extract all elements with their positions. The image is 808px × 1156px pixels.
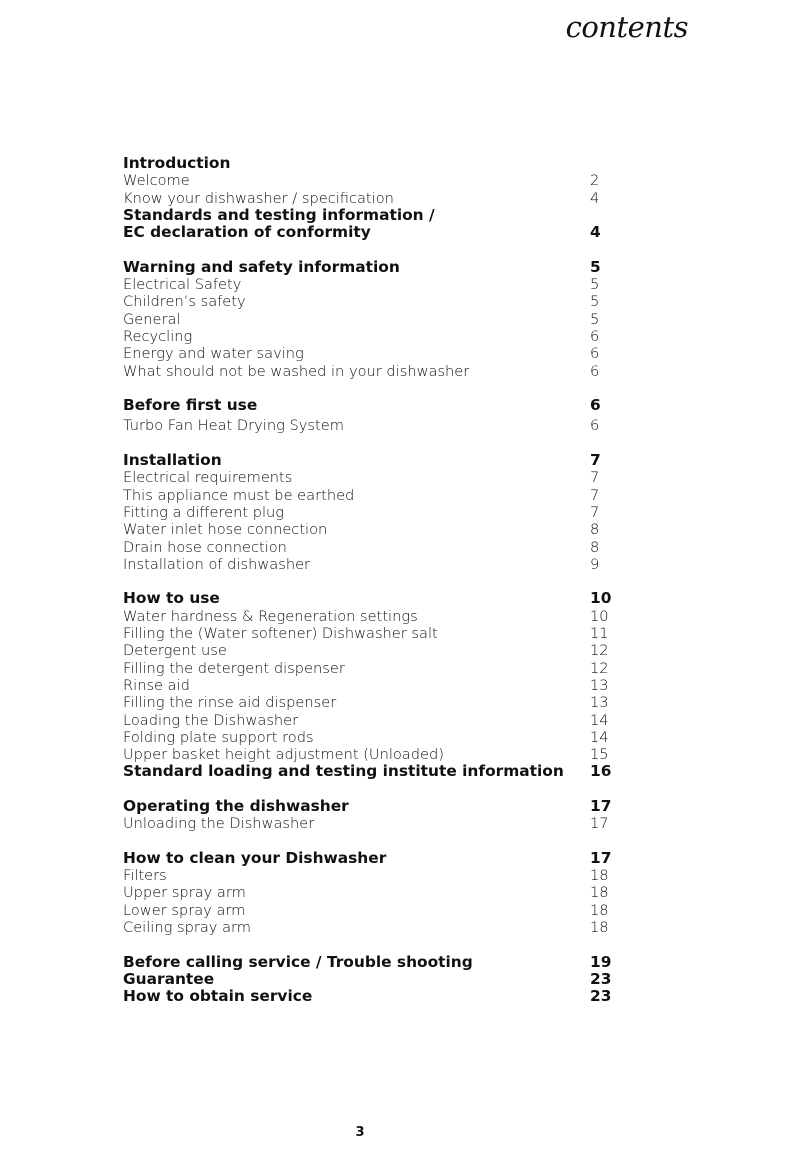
toc-entry-row[interactable]	[123, 608, 614, 625]
toc-heading-label: How to clean your Dishwasher	[123, 848, 387, 867]
toc-page-number: 14	[590, 728, 609, 746]
toc-page-number: 6	[590, 417, 600, 435]
toc-heading-row[interactable]	[123, 798, 614, 815]
toc-entry-row[interactable]	[123, 417, 614, 434]
toc-entry-row[interactable]	[123, 363, 614, 380]
toc-page-number: 7	[590, 469, 600, 487]
toc-page-number: 18	[590, 901, 609, 919]
toc-heading-row[interactable]	[123, 971, 614, 988]
toc-entry-label: Turbo Fan Heat Drying System	[123, 417, 344, 435]
toc-heading-label: Warning and safety information	[123, 257, 400, 276]
toc-entry-row[interactable]	[123, 712, 614, 729]
toc-entry-row[interactable]	[123, 660, 614, 677]
toc-heading-label: Before calling service / Trouble shooting	[123, 952, 473, 971]
toc-page-number: 11	[590, 625, 609, 643]
toc-page-number: 2	[590, 172, 600, 190]
toc-page-number: 17	[590, 815, 609, 833]
toc-page-number: 6	[590, 396, 601, 415]
toc-entry-label: Know your dishwasher / specification	[123, 189, 394, 207]
page-number: 3	[355, 1125, 365, 1140]
table-of-contents	[123, 155, 614, 1023]
toc-section	[123, 259, 614, 380]
toc-page-number: 5	[590, 310, 600, 328]
toc-heading-label: How to use	[123, 589, 220, 608]
toc-page-number: 6	[590, 362, 600, 380]
toc-heading-label: Introduction	[123, 154, 231, 172]
toc-entry-label: Fitting a different plug	[123, 503, 285, 521]
toc-heading-row[interactable]	[123, 850, 614, 867]
toc-entry-label: Electrical requirements	[123, 469, 293, 487]
toc-section	[123, 397, 614, 435]
toc-entry-row[interactable]	[123, 556, 614, 573]
toc-page-number: 10	[590, 607, 609, 625]
toc-page-number: 4	[590, 189, 600, 207]
toc-entry-row[interactable]	[123, 487, 614, 504]
toc-section	[123, 850, 614, 936]
toc-entry-row[interactable]	[123, 625, 614, 642]
toc-page-number: 15	[590, 746, 609, 764]
toc-page-number: 18	[590, 867, 609, 885]
toc-section	[123, 954, 614, 1006]
toc-page-number: 18	[590, 884, 609, 902]
toc-entry-label: Filters	[123, 867, 167, 885]
toc-heading-label: Installation	[123, 451, 222, 470]
toc-entry-row[interactable]	[123, 539, 614, 556]
toc-entry-label: What should not be washed in your dishwasher	[123, 362, 470, 380]
toc-entry-label: Loading the Dishwasher	[123, 711, 299, 729]
toc-page-number: 8	[590, 538, 600, 556]
toc-page-number: 10	[590, 589, 612, 608]
toc-entry-row[interactable]	[123, 521, 614, 538]
toc-page-number: 7	[590, 486, 600, 504]
toc-heading-row[interactable]	[123, 988, 614, 1005]
toc-page-number: 14	[590, 711, 609, 729]
toc-page-number: 12	[590, 642, 609, 660]
toc-heading-row[interactable]	[123, 954, 614, 971]
toc-heading-row[interactable]	[123, 224, 614, 241]
toc-section	[123, 798, 614, 833]
toc-page-number: 23	[590, 969, 612, 988]
toc-entry-label: Filling the (Water softener) Dishwasher salt	[123, 625, 438, 643]
toc-entry-label: Recycling	[123, 327, 193, 345]
toc-entry-row[interactable]	[123, 172, 614, 189]
toc-page-number: 5	[590, 293, 600, 311]
toc-entry-row[interactable]	[123, 504, 614, 521]
toc-entry-row[interactable]	[123, 276, 614, 293]
toc-entry-label: Children’s safety	[123, 293, 246, 311]
toc-page-number: 7	[590, 503, 600, 521]
toc-entry-label: This appliance must be earthed	[123, 486, 355, 504]
toc-heading-row[interactable]	[123, 590, 614, 607]
toc-heading-label: How to obtain service	[123, 987, 313, 1006]
toc-entry-row[interactable]	[123, 677, 614, 694]
toc-page-number: 17	[590, 796, 612, 815]
toc-page-number: 5	[590, 257, 601, 276]
toc-heading-label: Operating the dishwasher	[123, 796, 349, 815]
toc-page-number: 19	[590, 952, 612, 971]
toc-page-number: 5	[590, 276, 600, 294]
toc-entry-label: Detergent use	[123, 642, 227, 660]
toc-entry-row[interactable]	[123, 328, 614, 345]
toc-page-number: 13	[590, 676, 609, 694]
toc-section	[123, 155, 614, 241]
toc-page-number: 17	[590, 848, 612, 867]
toc-entry-row[interactable]	[123, 642, 614, 659]
toc-page-number: 4	[590, 223, 601, 242]
toc-heading-label: Standards and testing information /	[123, 205, 435, 224]
toc-page-number: 18	[590, 919, 609, 937]
toc-section	[123, 590, 614, 780]
toc-entry-row[interactable]	[123, 884, 614, 901]
toc-heading-label: Before first use	[123, 396, 258, 415]
toc-entry-row[interactable]	[123, 293, 614, 310]
toc-entry-label: General	[123, 310, 181, 328]
toc-entry-label: Welcome	[123, 172, 190, 190]
toc-entry-label: Unloading the Dishwasher	[123, 815, 315, 833]
toc-entry-label: Water hardness & Regeneration settings	[123, 607, 418, 625]
toc-heading-label: Standard loading and testing institute information	[123, 762, 564, 781]
toc-heading-row[interactable]	[123, 452, 614, 469]
toc-page-number: 6	[590, 327, 600, 345]
page-title: contents	[565, 10, 688, 44]
toc-heading-row[interactable]	[123, 259, 614, 276]
toc-page-number: 6	[590, 345, 600, 363]
toc-entry-label: Energy and water saving	[123, 345, 304, 363]
toc-entry-row[interactable]	[123, 311, 614, 328]
toc-entry-row[interactable]	[123, 902, 614, 919]
toc-entry-label: Lower spray arm	[123, 901, 246, 919]
toc-entry-label: Installation of dishwasher	[123, 555, 311, 573]
toc-heading-row[interactable]	[123, 763, 614, 780]
toc-entry-row[interactable]	[123, 815, 614, 832]
toc-page-number: 7	[590, 451, 601, 470]
toc-entry-label: Folding plate support rods	[123, 728, 314, 746]
toc-entry-label: Ceiling spray arm	[123, 919, 251, 937]
toc-page-number: 9	[590, 555, 600, 573]
toc-section	[123, 452, 614, 573]
toc-entry-label: Water inlet hose connection	[123, 521, 328, 539]
toc-heading-row[interactable]	[123, 155, 614, 172]
toc-entry-row[interactable]	[123, 469, 614, 486]
toc-entry-label: Electrical Safety	[123, 276, 242, 294]
toc-entry-row[interactable]	[123, 746, 614, 763]
toc-entry-row[interactable]	[123, 694, 614, 711]
toc-entry-row[interactable]	[123, 345, 614, 362]
toc-heading-row[interactable]	[123, 397, 614, 414]
toc-page-number: 23	[590, 987, 612, 1006]
toc-page-number: 12	[590, 659, 609, 677]
toc-entry-label: Drain hose connection	[123, 538, 287, 556]
toc-entry-row[interactable]	[123, 919, 614, 936]
toc-heading-label: EC declaration of conformity	[123, 223, 371, 242]
toc-heading-row[interactable]	[123, 207, 614, 224]
toc-heading-label: Guarantee	[123, 969, 215, 988]
toc-entry-label: Upper spray arm	[123, 884, 246, 902]
toc-entry-row[interactable]	[123, 729, 614, 746]
toc-entry-label: Rinse aid	[123, 676, 190, 694]
toc-entry-row[interactable]	[123, 867, 614, 884]
toc-entry-label: Upper basket height adjustment (Unloaded)	[123, 746, 444, 764]
toc-entry-label: Filling the rinse aid dispenser	[123, 694, 337, 712]
toc-entry-label: Filling the detergent dispenser	[123, 659, 345, 677]
toc-entry-row[interactable]	[123, 190, 614, 207]
toc-page-number: 8	[590, 521, 600, 539]
toc-page-number: 13	[590, 694, 609, 712]
toc-page-number: 16	[590, 762, 612, 781]
